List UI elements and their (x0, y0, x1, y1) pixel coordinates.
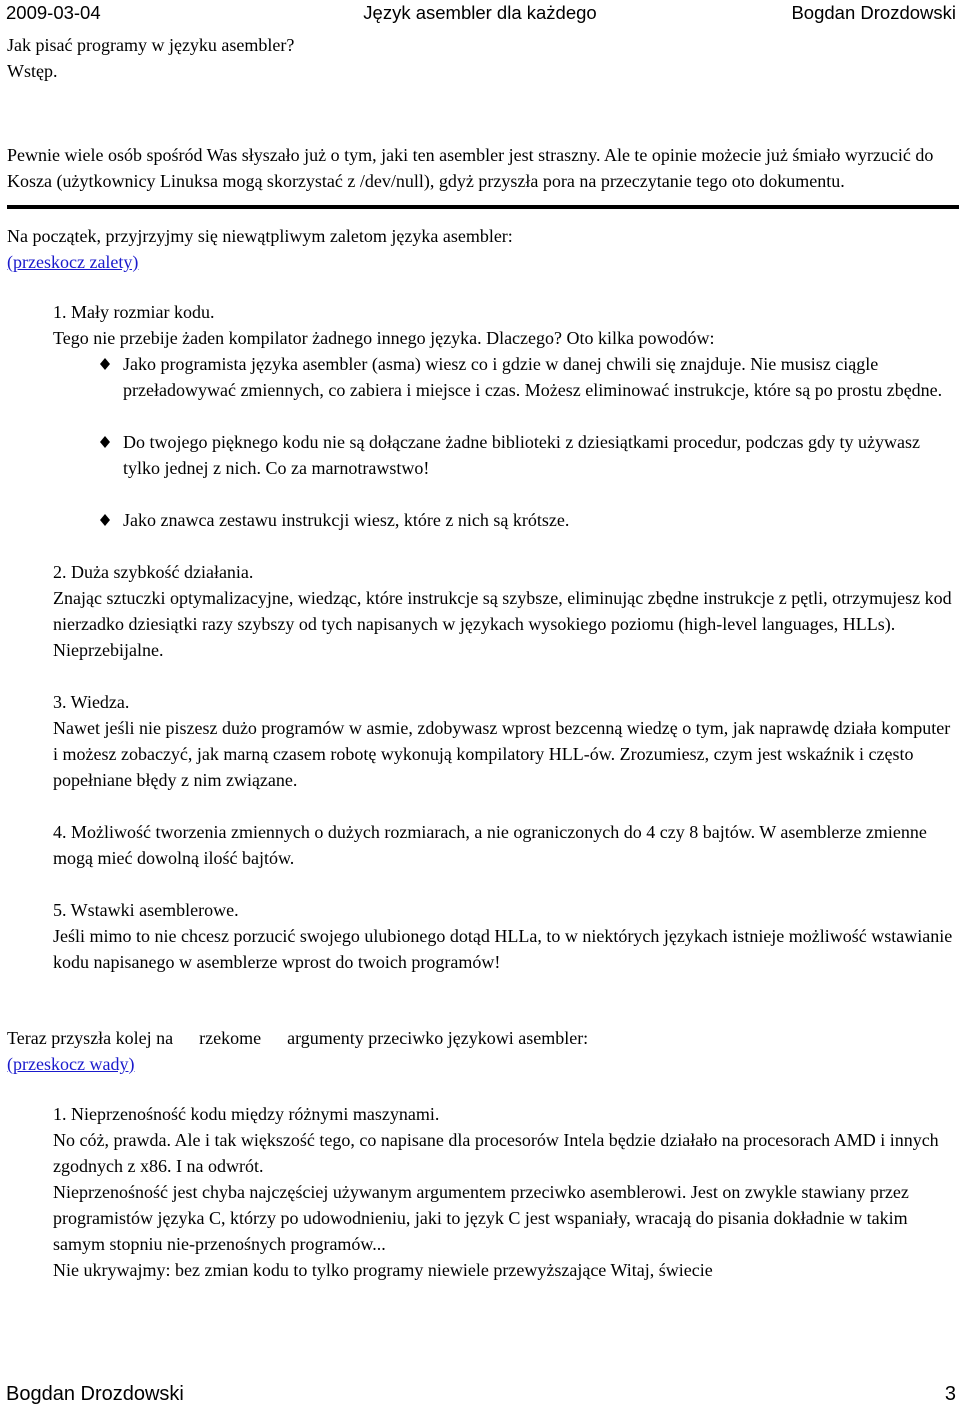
disadvantages-intro-part: Teraz przyszła kolej na (7, 1028, 174, 1048)
disadvantages-list (7, 1101, 955, 1283)
bullet-text: Jako znawca zestawu instrukcji wiesz, które z nich są krótsze. (123, 510, 570, 530)
advantage-text: Jeśli mimo to nie chcesz porzucić swojego ulubionego dotąd HLLa, to w niektórych językach istnieje możliwość wstawianie kodu napisanego w asemblerze wprost do twoich programów! (53, 926, 953, 972)
disadvantage-text: Nieprzenośność jest chyba najczęściej używanym argumentem przeciwko asemblerowi. Jest on zwykle stawiany przez programistów języka C, którzy po udowodnieniu, jaki to język C jest wspaniały, wracają do pisania dokładnie w takim samym stopniu nie-przenośnych programów... (53, 1182, 909, 1254)
advantages-list (7, 299, 955, 975)
list-item (53, 819, 955, 871)
intro-paragraph: Pewnie wiele osób spośród Was słyszało już o tym, jaki ten asembler jest straszny. Ale te opinie możecie już śmiało wyrzucić do Kosza (użytkownicy Linuksa mogą skorzystać z /dev/null), gdyż przyszła pora na przeczytanie tego oto dokumentu. (7, 145, 934, 191)
disadvantages-intro-part: rzekome (199, 1028, 262, 1048)
list-item (123, 429, 955, 481)
heading-intro: Wstęp. (7, 61, 58, 81)
advantage-title: 2. Duża szybkość działania. (53, 562, 254, 582)
list-item (53, 1101, 955, 1283)
footer-author: Bogdan Drozdowski (6, 1383, 184, 1405)
advantage-text: Tego nie przebije żaden kompilator żadnego innego języka. Dlaczego? Oto kilka powodów: (53, 328, 715, 348)
header-title: Język asembler dla każdego (363, 2, 597, 23)
disadvantage-text: No cóż, prawda. Ale i tak większość tego, co napisane dla procesorów Intela będzie działało na procesorach AMD i innych zgodnych z x86. I na odwrót. (53, 1130, 939, 1176)
diamond-bullet-icon (99, 436, 111, 448)
disadvantages-intro-part: argumenty przeciwko językowi asembler: (287, 1028, 589, 1048)
list-item (123, 507, 955, 533)
heading-main: Jak pisać programy w języku asembler? (7, 35, 295, 55)
advantage-title: 1. Mały rozmiar kodu. (53, 302, 215, 322)
bullet-text: Do twojego pięknego kodu nie są dołączane żadne biblioteki z dziesiątkami procedur, podczas gdy ty używasz tylko jednej z nich. Co za marnotrawstwo! (123, 432, 921, 478)
bullet-text: Jako programista języka asembler (asma) wiesz co i gdzie w danej chwili się znajduje. Nie musisz ciągle przeładowywać zmiennych, co zabiera i miejsce i czas. Możesz eliminować instrukcje, które są po prostu zbędne. (123, 354, 943, 400)
page-number: 3 (944, 1383, 956, 1405)
advantage-title: 4. Możliwość tworzenia zmiennych o dużych rozmiarach, a nie ograniczonych do 4 czy 8 bajtów. W asemblerze zmienne mogą mieć dowolną ilość bajtów. (53, 822, 927, 868)
list-item (123, 351, 955, 403)
list-item (53, 897, 955, 975)
header-date: 2009-03-04 (6, 2, 101, 23)
advantage-text: Znając sztuczki optymalizacyjne, wiedząc, które instrukcje są szybsze, eliminując zbędne instrukcje z pętli, otrzymujesz kod nierzadko dziesiątki razy szybszy od tych napisanych w językach wysokiego poziomu (high-level languages, HLLs). Nieprzebijalne. (53, 588, 952, 660)
advantage-title: 3. Wiedza. (53, 692, 130, 712)
advantage-title: 5. Wstawki asemblerowe. (53, 900, 239, 920)
reasons-list (53, 351, 955, 533)
page-footer (6, 1381, 956, 1407)
skip-disadvantages-link[interactable]: (przeskocz wady) (7, 1054, 135, 1074)
diamond-bullet-icon (99, 514, 111, 526)
header-author: Bogdan Drozdowski (791, 2, 956, 23)
horizontal-rule (7, 205, 959, 209)
disadvantage-text: Nie ukrywajmy: bez zmian kodu to tylko programy niewiele przewyższające Witaj, świecie (53, 1260, 713, 1280)
list-item (53, 299, 955, 533)
diamond-bullet-icon (99, 358, 111, 370)
advantage-text: Nawet jeśli nie piszesz dużo programów w asmie, zdobywasz wprost bezcenną wiedzę o tym, jak naprawdę działa komputer i możesz zobaczyć, jak marną czasem robotę wykonują kompilatory HLL-ów. Zrozumiesz, czym jest wskaźnik i często popełniane błędy z nim związane. (53, 718, 951, 790)
list-item (53, 559, 955, 663)
advantages-intro: Na początek, przyjrzyjmy się niewątpliwym zaletom języka asembler: (7, 226, 513, 246)
page-header (0, 0, 960, 26)
document-body (7, 32, 955, 1309)
disadvantages-intro (7, 1025, 955, 1051)
disadvantage-title: 1. Nieprzenośność kodu między różnymi maszynami. (53, 1104, 440, 1124)
skip-advantages-link[interactable]: (przeskocz zalety) (7, 252, 139, 272)
list-item (53, 689, 955, 793)
